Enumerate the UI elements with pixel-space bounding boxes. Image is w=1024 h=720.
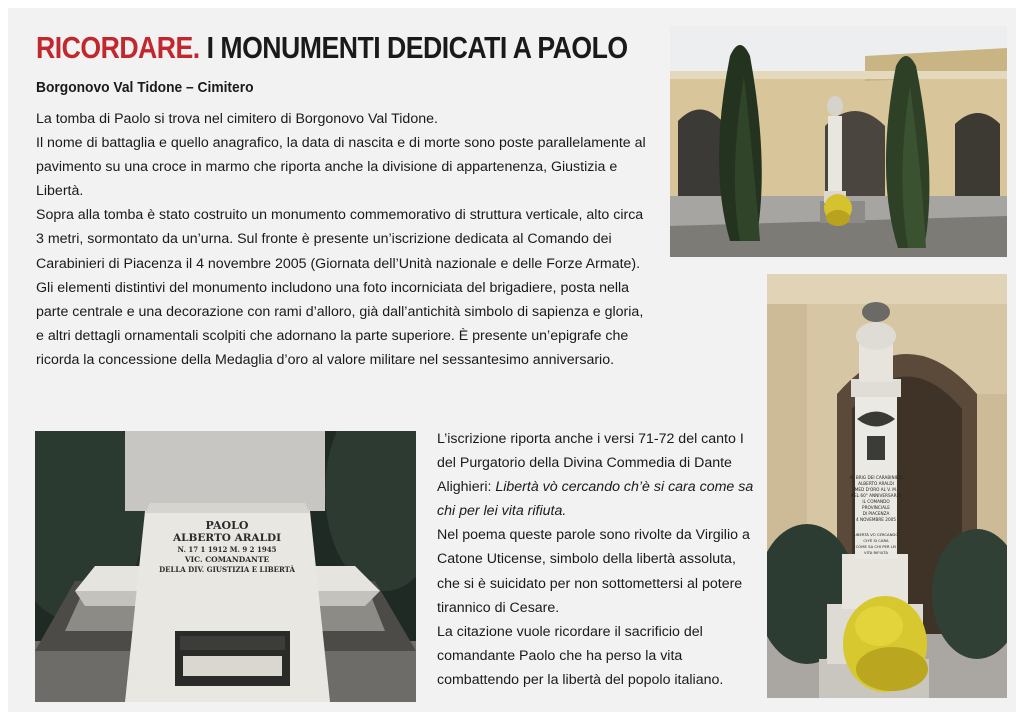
monument-photo <box>767 274 1007 698</box>
epigraph-line: CH'È SI CARA <box>863 538 889 543</box>
tomb-line: PAOLO <box>205 519 249 532</box>
page-title <box>36 30 628 66</box>
plaque-line: DI PIACENZA <box>862 511 890 516</box>
cemetery-arcade-photo <box>670 26 1007 257</box>
plaque-line: NEL 60° ANNIVERSARIO <box>850 493 902 498</box>
quote-description <box>437 427 759 692</box>
plaque-line: IL COMANDO <box>862 499 890 504</box>
dante-quote: Libertà vò cercando ch’è si cara come sa chi per lei vita rifiuta. <box>437 479 754 520</box>
paragraph: Nel poema queste parole sono rivolte da Virgilio a Catone Uticense, simbolo della libertà assoluta, che si è suicidato per non sottomettersi al potere tirannico di Cesare. <box>437 527 750 616</box>
tomb-line: VIC. COMANDANTE <box>184 555 270 564</box>
tomb-line: DELLA DIV. GIUSTIZIA E LIBERTÀ <box>159 565 295 574</box>
paragraph: Sopra alla tomba è stato costruito un monumento commemorativo di struttura verticale, alto circa 3 metri, sormontato da un’urna. Sul fronte è presente un’iscrizione dedicata al Comando dei Carabinieri di Piacenza il 4 novembre 2005 (Giornata dell’Unità nazionale e delle Forze Armate). <box>36 207 644 272</box>
tomb-line: ALBERTO ARALDI <box>173 532 281 544</box>
epigraph-line: VITA RIFIUTA <box>863 550 889 555</box>
quote-intro: L’iscrizione riporta anche i versi 71-72 del canto I del Purgatorio della Divina Commedia di Dante Alighieri: <box>437 431 744 496</box>
tomb-line: N. 17 1 1912 M. 9 2 1945 <box>177 545 277 554</box>
title-main: I MONUMENTI DEDICATI A PAOLO <box>206 30 628 65</box>
title-accent: RICORDARE. <box>36 30 200 65</box>
plaque-line: PROVINCIALE <box>862 505 890 510</box>
plaque-line: MED D'ORO AL V. M. <box>854 487 898 492</box>
paragraph: La citazione vuole ricordare il sacrificio del comandante Paolo che ha perso la vita combattendo per la libertà del popolo italiano. <box>437 623 724 688</box>
plaque-line: 4 NOVEMBRE 2005 <box>856 517 896 522</box>
epigraph-line: LIBERTÀ VO CERCANDO <box>853 532 899 537</box>
epigraph-line: COME SA CHI PER LEI <box>855 544 897 549</box>
plaque-line: AL BRIG DEI CARABINIERI <box>849 475 903 480</box>
paragraph: La tomba di Paolo si trova nel cimitero di Borgonovo Val Tidone. <box>36 111 438 127</box>
plaque-line: ALBERTO ARALDI <box>858 481 894 486</box>
main-description <box>36 107 646 372</box>
location-subtitle: Borgonovo Val Tidone – Cimitero <box>36 79 254 96</box>
paragraph <box>437 427 759 523</box>
paragraph: Il nome di battaglia e quello anagrafico, la data di nascita e di morte sono poste parallelamente al pavimento su una croce in marmo che riporta anche la divisione di appartenenza, Giustizia e Libertà. <box>36 135 646 200</box>
paragraph: Gli elementi distintivi del monumento includono una foto incorniciata del brigadiere, posta nella parte centrale e una decorazione con rami d’alloro, già dall’antichità simbolo di sapienza e gloria, e altri dettagli ornamentali scolpiti che adornano la parte superiore. È presente un’epigrafe che ricorda la concessione della Medaglia d’oro al valore militare nel sessantesimo anniversario. <box>36 279 644 368</box>
tomb-cross-photo <box>35 431 416 702</box>
